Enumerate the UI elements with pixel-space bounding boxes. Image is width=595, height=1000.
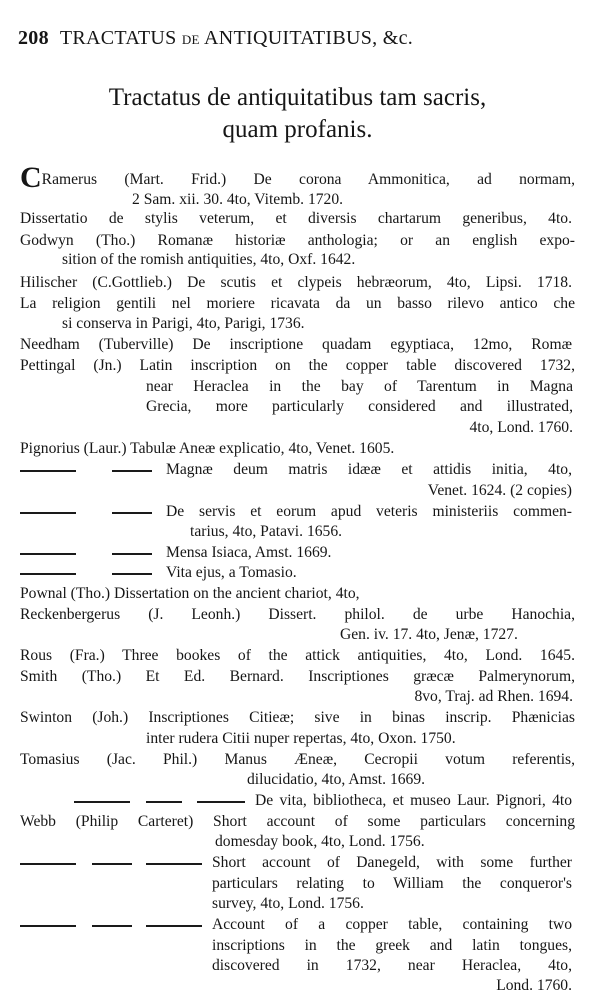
running-title-end: ANTIQUITATIBUS, &c. (203, 27, 414, 49)
entry-pignorius-sub1-line2: Venet. 1624. (2 copies) (427, 482, 572, 499)
ditto-dash (92, 925, 132, 927)
entry-reckenbergerus-line1: Reckenbergerus (J. Leonh.) Dissert. philol. de urbe Hanochia, (20, 606, 575, 623)
running-title: TRACTATUS (59, 27, 177, 49)
entry-webb-sub2-line1: Account of a copper table, containing two (212, 916, 572, 933)
entry-pownal: Pownal (Tho.) Dissertation on the ancient chariot, 4to, (20, 585, 360, 602)
entry-webb-sub2-line4: Lond. 1760. (496, 977, 572, 994)
ditto-dash (20, 553, 76, 555)
ditto-dash (20, 512, 76, 514)
entry-webb-sub1-line2: particulars relating to William the conqueror's (212, 875, 572, 892)
entry-tomasius-line1: Tomasius (Jac. Phil.) Manus Æneæ, Cecropii votum referentis, (20, 751, 575, 768)
entry-godwyn-line2: sition of the romish antiquities, 4to, Oxf. 1642. (62, 251, 356, 268)
entry-religion-line2: si conserva in Parigi, 4to, Parigi, 1736. (62, 315, 305, 332)
entry-pignorius-sub1-line1: Magnæ deum matris idææ et attidis initia, 4to, (166, 461, 572, 478)
entry-smith-line2: 8vo, Traj. ad Rhen. 1694. (414, 688, 573, 705)
entry-hilischer: Hilischer (C.Gottlieb.) De scutis et clypeis hebræorum, 4to, Lipsi. 1718. (20, 274, 572, 291)
ditto-dash (146, 801, 182, 803)
entry-swinton-line1: Swinton (Joh.) Inscriptiones Citieæ; sive in binas inscrip. Phænicias (20, 709, 575, 726)
page-number: 208 (18, 27, 49, 49)
entry-rous: Rous (Fra.) Three bookes of the attick antiquities, 4to, Lond. 1645. (20, 647, 575, 664)
entry-cramerus-line2: 2 Sam. xii. 30. 4to, Vitemb. 1720. (132, 191, 344, 208)
ditto-dash (20, 573, 76, 575)
running-header (18, 27, 578, 55)
ditto-dash (20, 925, 76, 927)
ditto-dash (92, 863, 132, 865)
entry-webb-sub2-line3: discovered in 1732, near Heraclea, 4to, (212, 957, 572, 974)
entry-pignorius-line1: Pignorius (Laur.) Tabulæ Aneæ explicatio, 4to, Venet. 1605. (20, 440, 395, 457)
ditto-dash (112, 553, 152, 555)
ditto-dash (197, 801, 245, 803)
entry-religion-line1: La religion gentili nel moriere ricavata da un basso rilevo antico che (20, 295, 575, 312)
entry-needham: Needham (Tuberville) De inscriptione quadam egyptiaca, 12mo, Romæ (20, 336, 572, 353)
entry-pignorius-sub2-line1: De servis et eorum apud veteris ministeriis commen- (166, 503, 572, 520)
ditto-dash (20, 470, 76, 472)
ditto-dash (74, 801, 130, 803)
entry-pignorius-sub3: Mensa Isiaca, Amst. 1669. (166, 544, 332, 561)
entry-swinton-line2: inter rudera Citii nuper repertas, 4to, Oxon. 1750. (146, 730, 456, 747)
ditto-dash (112, 573, 152, 575)
entry-reckenbergerus-line2: Gen. iv. 17. 4to, Jenæ, 1727. (340, 626, 518, 643)
entry-webb-line2: domesday book, 4to, Lond. 1756. (215, 833, 425, 850)
drop-initial: C (20, 161, 42, 194)
entry-webb-line1: Webb (Philip Carteret) Short account of some particulars concerning (20, 813, 575, 830)
section-title-line2: quam profanis. (222, 116, 373, 143)
entry-webb-sub1-line3: survey, 4to, Lond. 1756. (212, 895, 364, 912)
ditto-dash (146, 925, 202, 927)
ditto-dash (20, 863, 76, 865)
entry-dissertatio: Dissertatio de stylis veterum, et diversis chartarum generibus, 4to. (20, 210, 572, 227)
entry-smith-line1: Smith (Tho.) Et Ed. Bernard. Inscriptiones græcæ Palmerynorum, (20, 668, 575, 685)
entry-webb-sub2-line2: inscriptions in the greek and latin tongues, (212, 937, 572, 954)
ditto-dash (146, 863, 202, 865)
entry-godwyn-line1: Godwyn (Tho.) Romanæ historiæ anthologia; or an english expo- (20, 232, 575, 249)
entry-pettingal-line4: 4to, Lond. 1760. (469, 419, 573, 436)
ditto-dash (112, 470, 152, 472)
entry-cramerus-line1: CRamerus (Mart. Frid.) De corona Ammonitica, ad normam, (20, 161, 575, 194)
entry-pettingal-line1: Pettingal (Jn.) Latin inscription on the copper table discovered 1732, (20, 357, 575, 374)
ditto-dash (112, 512, 152, 514)
section-title-line1: Tractatus de antiquitatibus tam sacris, (108, 84, 487, 111)
running-title-small: DE (181, 32, 200, 47)
entry-pignorius-sub2-line2: tarius, 4to, Patavi. 1656. (190, 523, 343, 540)
entry-webb-sub1-line1: Short account of Danegeld, with some further (212, 854, 572, 871)
entry-pettingal-line2: near Heraclea in the bay of Tarentum in Magna (146, 378, 573, 395)
entry-pettingal-line3: Grecia, more particularly considered and illustrated, (146, 398, 573, 415)
entry-tomasius-sub1: De vita, bibliotheca, et museo Laur. Pignori, 4to (255, 792, 572, 809)
entry-tomasius-line2: dilucidatio, 4to, Amst. 1669. (247, 771, 426, 788)
entry-pignorius-sub4: Vita ejus, a Tomasio. (166, 564, 297, 581)
